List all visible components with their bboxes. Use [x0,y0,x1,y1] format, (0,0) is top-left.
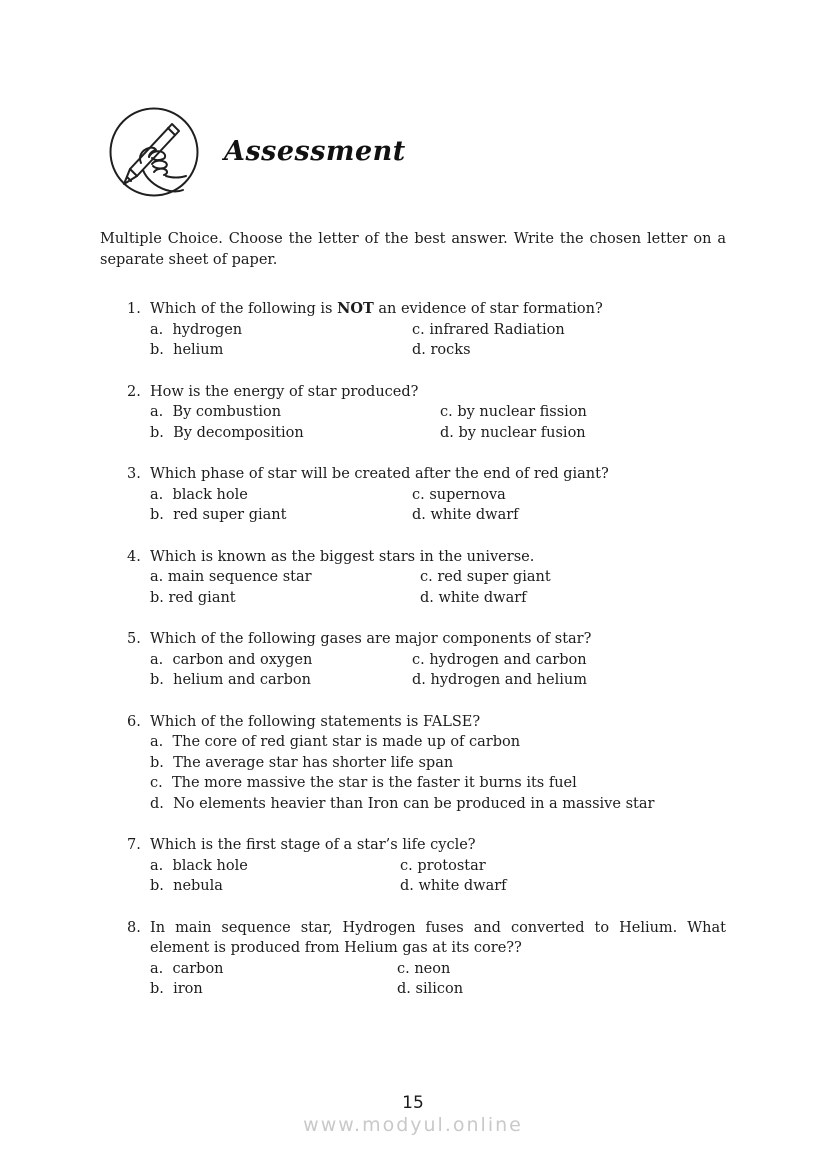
question-text: Which is the first stage of a star’s life cycle? [150,837,476,853]
option-row [150,650,726,671]
question-text: How is the energy of star produced? [150,383,419,400]
option-row [150,340,726,361]
option-d: d. silicon [397,981,464,997]
question-7 [100,835,726,897]
question-text-pre: Which of the following is [150,301,338,317]
question-number: 4. [127,548,141,565]
option-d: d. white dwarf [420,589,527,606]
option-b: b. helium [150,342,224,358]
option-row [150,670,726,691]
question-number: 5. [127,631,141,647]
option-b: b. red giant [150,589,236,606]
option-b: b. By decomposition [150,424,304,441]
option-row [150,402,726,423]
option-b: b. nebula [150,878,223,894]
question-text-line-2: element is produced from Helium gas at its core?? [150,940,522,956]
option-c: c. neon [397,960,451,977]
question-text-post: an evidence of star formation? [373,301,603,317]
instructions-line-1: Multiple Choice. Choose the letter of the best answer. Write the chosen letter on a [100,231,726,247]
question-5 [100,629,726,691]
option-d: d. white dwarf [412,507,519,523]
option-c: c. red super giant [420,569,551,585]
option-row [150,876,726,897]
option-row [150,773,726,794]
writing-hand-icon [108,106,200,198]
option-c: c. infrared Radiation [412,321,565,338]
option-b: b. The average star has shorter life span [150,754,454,771]
question-text-bold: NOT [337,300,374,317]
option-c: c. hydrogen and carbon [412,651,587,668]
option-row [150,505,726,526]
option-row [150,732,726,753]
option-row [150,979,726,1000]
option-row [150,485,726,506]
option-row [150,567,726,588]
question-number: 8. [127,919,141,936]
question-6 [100,712,726,815]
question-text [150,299,726,320]
question-1 [100,299,726,361]
option-row [150,856,726,877]
question-number: 1. [127,301,141,317]
page-title: Assessment [224,135,406,167]
question-8 [100,918,726,1000]
option-b: b. red super giant [150,507,287,523]
question-text: Which is known as the biggest stars in the universe. [150,548,535,565]
option-row [150,423,726,444]
option-a: a. The core of red giant star is made up of carbon [150,734,521,750]
question-list [100,299,726,1000]
option-row [150,588,726,609]
assessment-header [108,105,726,198]
option-a: a. carbon [150,960,224,977]
option-d: d. by nuclear fusion [440,424,586,441]
instructions-paragraph [100,229,726,270]
option-c: c. The more massive the star is the faster it burns its fuel [150,775,577,791]
option-b: b. iron [150,981,203,997]
option-a: a. carbon and oxygen [150,651,313,668]
option-c: c. supernova [412,486,506,503]
question-2 [100,382,726,444]
option-row [150,320,726,341]
question-text: Which of the following statements is FALSE? [150,713,481,730]
question-4 [100,547,726,609]
page-number: 15 [402,1093,424,1113]
option-a: a. black hole [150,857,248,874]
option-row [150,794,726,815]
option-row [150,959,726,980]
option-c: c. by nuclear fission [440,404,587,420]
instructions-line-2: separate sheet of paper. [100,251,278,268]
question-3 [100,464,726,526]
option-d: d. white dwarf [400,878,507,894]
question-number: 6. [127,713,141,730]
option-a: a. black hole [150,486,248,503]
question-text-line-1: In main sequence star, Hydrogen fuses and converted to Helium. What [150,919,726,936]
option-d: d. hydrogen and helium [412,672,587,688]
question-text: Which of the following gases are major components of star? [150,631,592,647]
option-a: a. By combustion [150,404,282,420]
question-number: 7. [127,837,141,853]
option-row [150,753,726,774]
watermark-text: www.modyul.online [303,1114,523,1136]
question-number: 3. [127,466,141,482]
option-d: d. rocks [412,342,471,358]
option-a: a. hydrogen [150,321,243,338]
option-c: c. protostar [400,857,486,874]
option-d: d. No elements heavier than Iron can be produced in a massive star [150,795,655,812]
option-a: a. main sequence star [150,569,312,585]
question-number: 2. [127,383,141,400]
option-b: b. helium and carbon [150,672,311,688]
question-text: Which phase of star will be created after the end of red giant? [150,466,609,482]
